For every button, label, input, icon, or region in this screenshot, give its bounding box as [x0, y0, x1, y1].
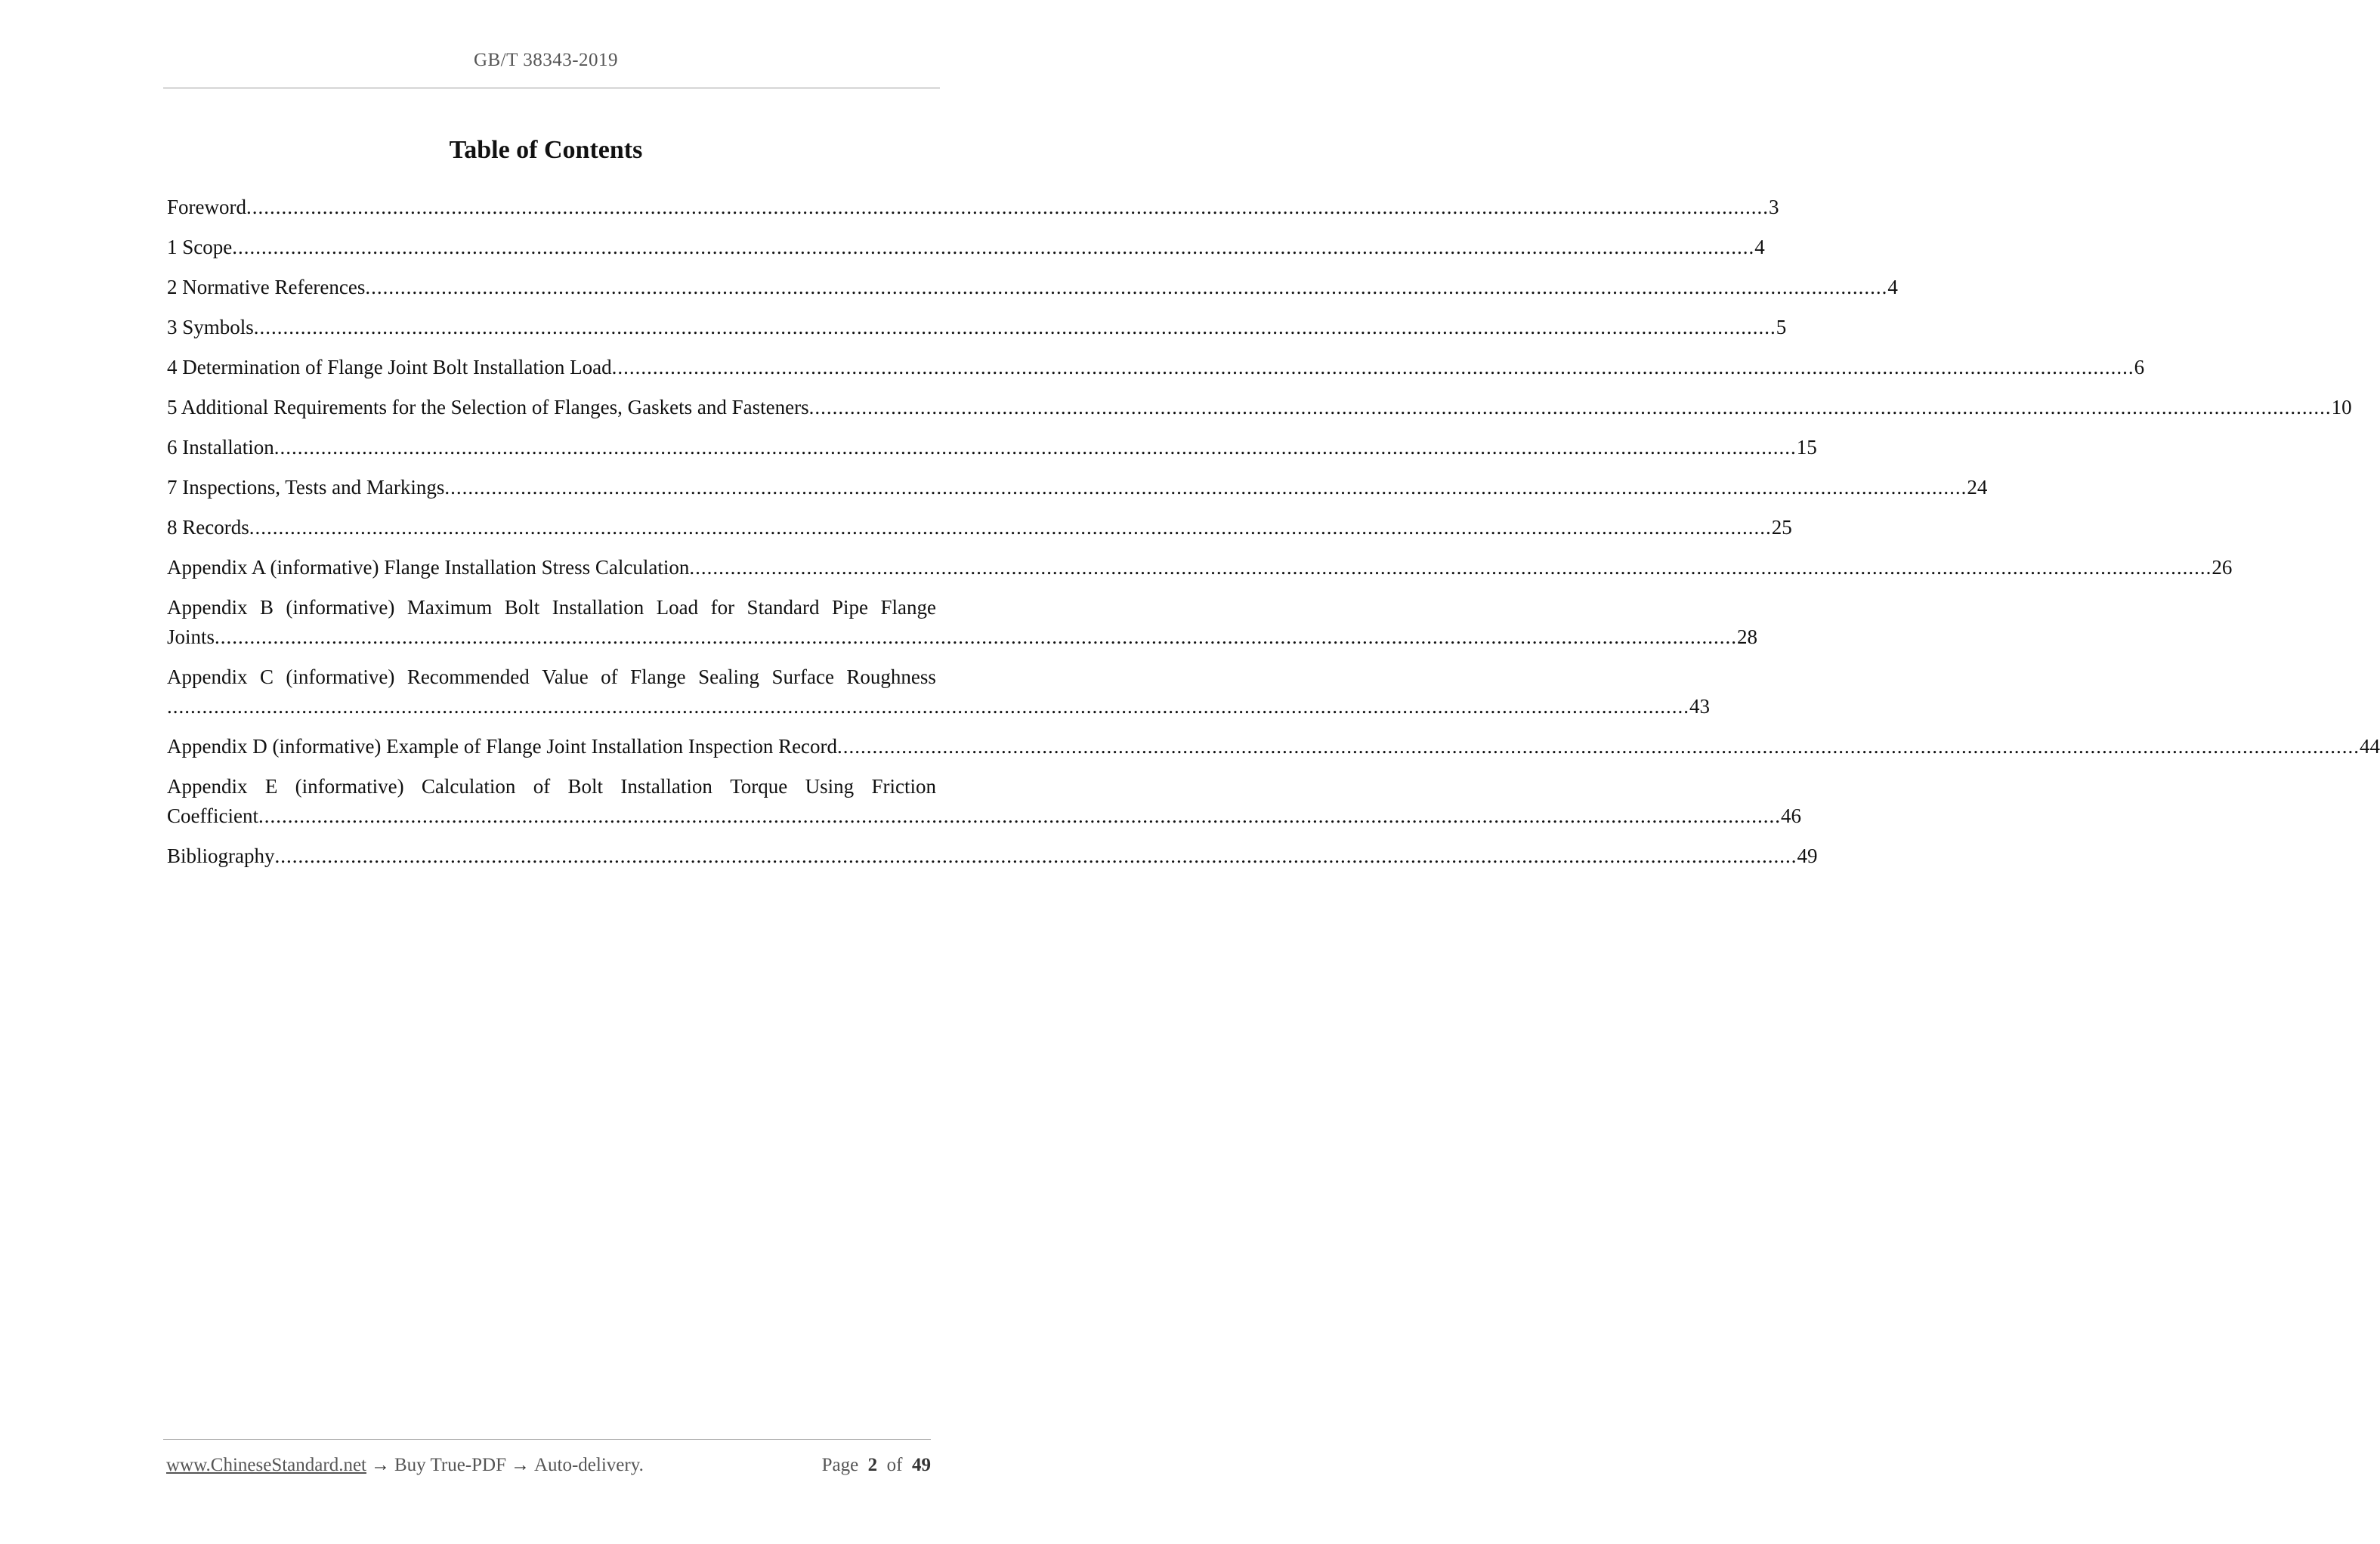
page-indicator	[822, 1455, 931, 1476]
toc-page-number: 15	[1796, 436, 1817, 459]
dot-leader: ....................................................................................................................................................................................................................................................................	[249, 516, 1772, 539]
toc-entry-appendix-a[interactable]	[167, 553, 2233, 582]
buy-pdf-text: Buy True-PDF	[394, 1455, 506, 1475]
toc-entry-title: Appendix A (informative) Flange Installation Stress Calculation	[167, 556, 690, 579]
toc-page-number: 10	[2331, 396, 2352, 418]
toc-page-number: 6	[2134, 356, 2145, 378]
footer-promo	[166, 1455, 644, 1476]
total-page-number: 49	[912, 1455, 931, 1475]
toc-entry-normative-references[interactable]	[167, 273, 1898, 302]
toc-page-number: 28	[1737, 625, 1758, 648]
dot-leader: ....................................................................................................................................................................................................................................................................	[253, 316, 1776, 338]
toc-entry-title: 4 Determination of Flange Joint Bolt Installation Load	[167, 356, 612, 378]
toc-entry-appendix-d[interactable]	[167, 732, 2380, 761]
toc-entry-installation[interactable]	[167, 433, 1817, 462]
toc-entry-title: 7 Inspections, Tests and Markings	[167, 476, 445, 499]
toc-entry-inspections[interactable]	[167, 473, 1988, 502]
toc-page-number: 43	[1689, 695, 1710, 718]
dot-leader: ....................................................................................................................................................................................................................................................................	[258, 804, 1781, 827]
toc-entry-records[interactable]	[167, 513, 1792, 542]
dot-leader: ....................................................................................................................................................................................................................................................................	[215, 625, 1738, 648]
dot-leader: ....................................................................................................................................................................................................................................................................	[837, 735, 2360, 758]
toc-entry-appendix-e[interactable]	[167, 772, 1801, 831]
running-header: GB/T 38343-2019	[473, 50, 619, 70]
toc-entry-installation-load[interactable]	[167, 353, 2145, 382]
dot-leader: ....................................................................................................................................................................................................................................................................	[365, 276, 1888, 298]
toc-entry-title: Bibliography	[167, 845, 275, 867]
dot-leader: ....................................................................................................................................................................................................................................................................	[689, 556, 2212, 579]
toc-page-number: 4	[1754, 236, 1765, 258]
toc-page-number: 26	[2212, 556, 2233, 579]
toc-page-number: 24	[1967, 476, 1988, 499]
current-page-number: 2	[867, 1455, 878, 1475]
toc-entry-title: 5 Additional Requirements for the Selection of Flanges, Gaskets and Fasteners	[167, 396, 809, 418]
toc-entry-title: Appendix D (informative) Example of Flange Joint Installation Inspection Record	[167, 735, 838, 758]
dot-leader: ....................................................................................................................................................................................................................................................................	[274, 436, 1797, 459]
dot-leader: ....................................................................................................................................................................................................................................................................	[808, 396, 2332, 418]
toc-page-number: 49	[1797, 845, 1818, 867]
toc-entry-title: 2 Normative References	[167, 276, 366, 298]
toc-entry-appendix-c[interactable]	[167, 662, 1710, 721]
dot-leader: ....................................................................................................................................................................................................................................................................	[246, 196, 1769, 218]
page-footer	[166, 1455, 931, 1476]
toc-entry-title-line1: Appendix B (informative) Maximum Bolt Installation Load for Standard Pipe Flange	[167, 596, 936, 619]
footer-divider	[163, 1439, 931, 1440]
toc-title: Table of Contents	[449, 136, 643, 164]
of-word: of	[886, 1455, 903, 1475]
toc-entry-title: 3 Symbols	[167, 316, 254, 338]
dot-leader: ....................................................................................................................................................................................................................................................................	[444, 476, 1967, 499]
toc-entry-title: 1 Scope	[167, 236, 233, 258]
toc-page-number: 5	[1776, 316, 1787, 338]
toc-entry-title-line2: Joints	[167, 625, 215, 648]
toc-page-number: 3	[1768, 196, 1779, 218]
toc-entry-title: 6 Installation	[167, 436, 274, 459]
toc-entry-title-line1: Appendix E (informative) Calculation of Bolt Installation Torque Using Friction	[167, 775, 936, 798]
dot-leader: ....................................................................................................................................................................................................................................................................	[232, 236, 1755, 258]
toc-page-number: 4	[1887, 276, 1898, 298]
dot-leader: ....................................................................................................................................................................................................................................................................	[167, 695, 1689, 718]
page-word: Page	[821, 1455, 859, 1475]
toc-entry-title: Foreword	[167, 196, 246, 218]
auto-delivery-text: Auto-delivery.	[533, 1455, 644, 1475]
toc-entry-foreword[interactable]	[167, 193, 1779, 222]
arrow-right-icon: →	[510, 1455, 530, 1475]
dot-leader: ....................................................................................................................................................................................................................................................................	[611, 356, 2134, 378]
toc-list	[167, 193, 2380, 882]
toc-entry-bibliography[interactable]	[167, 841, 1818, 871]
toc-entry-title-line1: Appendix C (informative) Recommended Value of Flange Sealing Surface Roughness	[167, 665, 936, 688]
toc-entry-title: 8 Records	[167, 516, 249, 539]
toc-entry-additional-requirements[interactable]	[167, 393, 2352, 422]
website-link[interactable]: www.ChineseStandard.net	[166, 1455, 366, 1475]
arrow-right-icon: →	[371, 1455, 390, 1475]
dot-leader: ....................................................................................................................................................................................................................................................................	[274, 845, 1797, 867]
toc-entry-scope[interactable]	[167, 233, 1765, 262]
toc-entry-appendix-b[interactable]	[167, 593, 1758, 652]
toc-entry-symbols[interactable]	[167, 313, 1787, 342]
toc-page-number: 46	[1780, 804, 1801, 827]
toc-page-number: 25	[1771, 516, 1792, 539]
toc-page-number: 44	[2360, 735, 2380, 758]
toc-entry-title-line2: Coefficient	[167, 804, 258, 827]
